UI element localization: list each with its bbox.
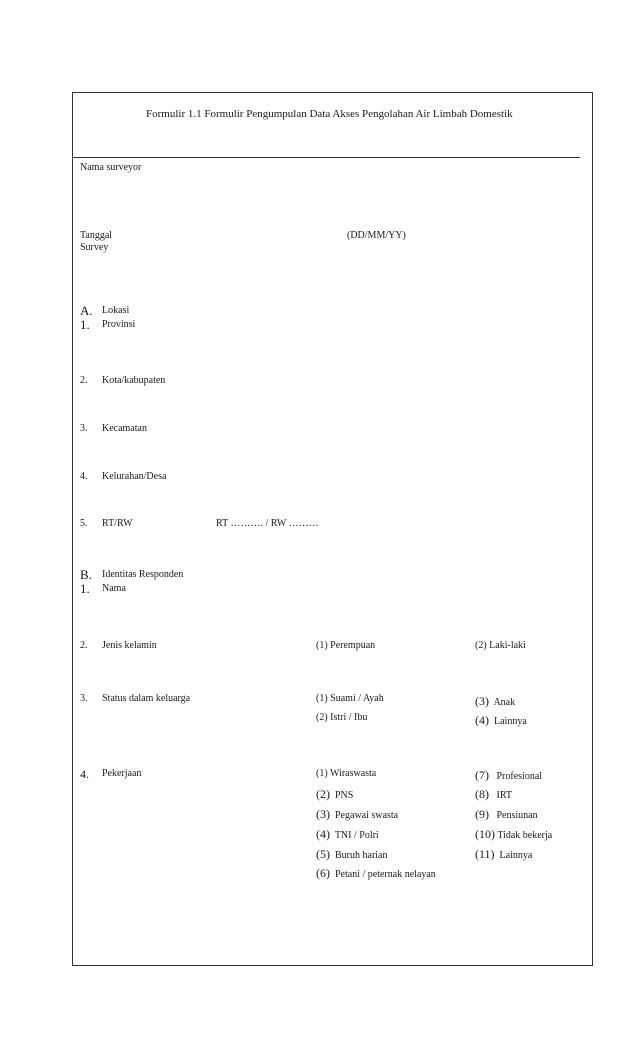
option-code: (3) [316, 807, 330, 821]
option-tni-polri[interactable] [316, 827, 379, 842]
option-wiraswasta[interactable] [316, 768, 376, 780]
section-a-item-num: 4. [80, 471, 88, 482]
option-code: (9) [475, 807, 489, 821]
option-istri-ibu[interactable] [316, 712, 367, 724]
option-code: (6) [316, 866, 330, 880]
option-text: TNI / Polri [334, 830, 379, 841]
kecamatan-label: Kecamatan [102, 423, 147, 434]
option-laki-laki[interactable]: (2) Laki-laki [475, 640, 526, 651]
option-text: Lainnya [494, 716, 527, 727]
option-tidak-bekerja[interactable] [475, 827, 552, 842]
option-code: (3) [475, 694, 489, 708]
rt-rw-field[interactable]: RT ………. / RW ……… [216, 518, 319, 529]
option-code: (2) [316, 787, 330, 801]
option-code: (4) [316, 827, 330, 841]
section-a-item-num: 2. [80, 375, 88, 386]
option-text: Suami / Ayah [330, 693, 384, 704]
option-code: (4) [475, 713, 489, 727]
provinsi-label: Provinsi [102, 319, 136, 330]
option-code: (2) [316, 712, 328, 723]
section-a-item-num: 1. [80, 317, 90, 332]
section-b-title: Identitas Responden [102, 569, 184, 580]
option-text: Wiraswasta [330, 768, 377, 779]
option-profesional[interactable] [475, 768, 542, 783]
section-b-item-num: 1. [80, 581, 90, 596]
option-suami-ayah[interactable] [316, 693, 384, 705]
section-a-title: Lokasi [102, 305, 130, 316]
jenis-kelamin-label: Jenis kelamin [102, 640, 157, 651]
option-text: Lainnya [499, 850, 533, 861]
option-text: Buruh harian [335, 850, 388, 861]
option-pegawai-swasta[interactable] [316, 807, 398, 822]
surveyor-label: Nama surveyor [80, 162, 142, 173]
option-code: (1) [316, 768, 328, 779]
option-text: IRT [496, 790, 513, 801]
option-text: PNS [335, 790, 354, 801]
option-pensiunan[interactable] [475, 807, 538, 822]
date-label-line1: Tanggal [80, 230, 113, 241]
form-title: Formulir 1.1 Formulir Pengumpulan Data Akses Pengolahan Air Limbah Domestik [146, 108, 513, 120]
option-text: Istri / Ibu [330, 712, 368, 723]
section-a-letter: A. [80, 303, 93, 318]
option-code: (11) [475, 847, 495, 861]
status-keluarga-label: Status dalam keluarga [102, 693, 191, 704]
option-code: (10) [475, 827, 495, 841]
section-b-item-num: 2. [80, 640, 88, 651]
pekerjaan-label: Pekerjaan [102, 768, 142, 779]
kelurahan-desa-label: Kelurahan/Desa [102, 471, 167, 482]
option-text: Tidak bekerja [497, 830, 553, 841]
option-petani-peternak-nelayan[interactable] [316, 866, 436, 881]
option-code: (7) [475, 768, 489, 782]
option-text: Profesional [496, 771, 543, 782]
option-buruh-harian[interactable] [316, 847, 388, 862]
option-perempuan[interactable]: (1) Perempuan [316, 640, 376, 651]
option-irt[interactable] [475, 787, 512, 802]
section-b-item-num: 3. [80, 693, 88, 704]
option-text: Petani / peternak nelayan [335, 869, 436, 880]
option-anak[interactable] [475, 694, 515, 709]
section-a-item-num: 5. [80, 518, 88, 529]
option-lainnya-pekerjaan[interactable] [475, 847, 532, 862]
option-code: (5) [316, 847, 330, 861]
date-format-hint: (DD/MM/YY) [347, 230, 406, 241]
kota-kabupaten-label: Kota/kabupaten [102, 375, 166, 386]
nama-label: Nama [102, 583, 126, 594]
option-code: (1) [316, 693, 328, 704]
section-a-item-num: 3. [80, 423, 88, 434]
section-b-item-num: 4. [80, 767, 89, 781]
date-label-line2: Survey [80, 242, 109, 253]
option-lainnya[interactable] [475, 713, 527, 728]
option-code: (8) [475, 787, 489, 801]
section-b-letter: B. [80, 567, 92, 582]
option-text: Anak [493, 697, 516, 708]
rt-rw-label: RT/RW [102, 518, 133, 529]
option-text: Pensiunan [496, 810, 538, 821]
option-text: Pegawai swasta [335, 810, 399, 821]
option-pns[interactable] [316, 787, 353, 802]
header-divider [72, 157, 580, 158]
